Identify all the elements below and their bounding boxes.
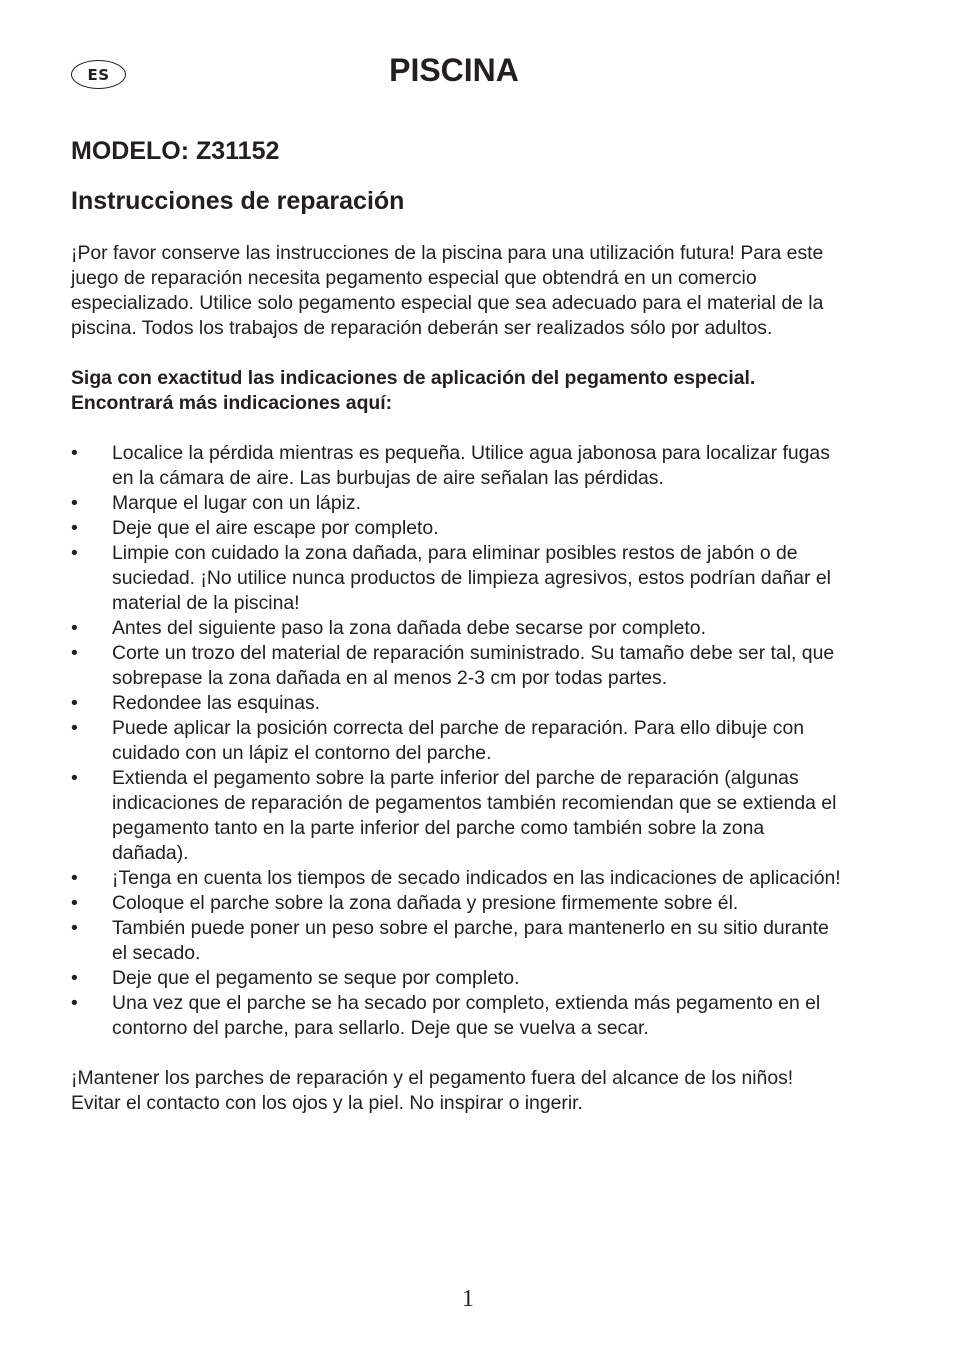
list-item-text: Deje que el pegamento se seque por completo. (112, 967, 520, 989)
list-item-text: ¡Tenga en cuenta los tiempos de secado indicados en las indicaciones de aplicación! (112, 867, 841, 889)
bullet-icon: • (71, 617, 78, 639)
list-item (71, 691, 846, 716)
list-item (71, 991, 846, 1041)
bullet-icon: • (71, 642, 78, 664)
closing-warning: ¡Mantener los parches de reparación y el pegamento fuera del alcance de los niños! Evitar el contacto con los ojos y la piel. No inspirar o ingerir. (71, 1067, 794, 1114)
list-item (71, 641, 846, 691)
list-item-text: Redondee las esquinas. (112, 692, 321, 714)
bullet-icon: • (71, 692, 78, 714)
list-item-text: Coloque el parche sobre la zona dañada y presione firmemente sobre él. (112, 892, 739, 914)
section-title: Instrucciones de reparación (71, 187, 405, 215)
list-item-text: Una vez que el parche se ha secado por completo, extienda más pegamento en el contorno del parche, para sellarlo. Deje que se vuelva a secar. (112, 992, 821, 1039)
list-item-text: Antes del siguiente paso la zona dañada debe secarse por completo. (112, 617, 706, 639)
list-item-text: Marque el lugar con un lápiz. (112, 492, 361, 514)
bullet-icon: • (71, 442, 78, 464)
bullet-icon: • (71, 892, 78, 914)
bullet-icon: • (71, 542, 78, 564)
list-item-text: También puede poner un peso sobre el parche, para mantenerlo en su sitio durante el secado. (112, 917, 829, 964)
bullet-icon: • (71, 867, 78, 889)
intro-paragraph: ¡Por favor conserve las instrucciones de la piscina para una utilización futura! Para este juego de reparación necesita pegamento especial que obtendrá en un comercio especializado. Utilice solo pegamento especial que sea adecuado para el material de la piscina. Todos los trabajos de reparación deberán ser realizados sólo por adultos. (71, 242, 824, 339)
list-item (71, 716, 846, 766)
bold-notice: Siga con exactitud las indicaciones de aplicación del pegamento especial. Encontrará más indicaciones aquí: (71, 367, 756, 414)
list-item (71, 866, 846, 891)
bullet-icon: • (71, 992, 78, 1014)
bullet-icon: • (71, 767, 78, 789)
list-item (71, 491, 846, 516)
list-item (71, 966, 846, 991)
list-item-text: Puede aplicar la posición correcta del parche de reparación. Para ello dibuje con cuidado con un lápiz el contorno del parche. (112, 717, 805, 764)
bullet-icon: • (71, 717, 78, 739)
list-item-text: Extienda el pegamento sobre la parte inferior del parche de reparación (algunas indicaciones de reparación de pegamentos también recomiendan que se extienda el pegamento tanto en la parte inferior del parche como también sobre la zona dañada). (112, 767, 837, 864)
repair-steps-list (71, 441, 846, 1041)
bullet-icon: • (71, 917, 78, 939)
model-number: MODELO: Z31152 (71, 137, 280, 165)
page-number: 1 (462, 1286, 474, 1312)
page-title: PISCINA (389, 52, 519, 88)
bullet-icon: • (71, 967, 78, 989)
bullet-icon: • (71, 492, 78, 514)
list-item (71, 891, 846, 916)
list-item-text: Deje que el aire escape por completo. (112, 517, 439, 539)
list-item (71, 616, 846, 641)
list-item (71, 541, 846, 616)
list-item (71, 916, 846, 966)
list-item-text: Corte un trozo del material de reparación suministrado. Su tamaño debe ser tal, que sobrepase la zona dañada en al menos 2-3 cm por todas partes. (112, 642, 835, 689)
language-badge: ES (71, 60, 126, 89)
list-item (71, 516, 846, 541)
list-item (71, 766, 846, 866)
document-body (71, 241, 846, 1116)
list-item-text: Limpie con cuidado la zona dañada, para eliminar posibles restos de jabón o de suciedad. ¡No utilice nunca productos de limpieza agresivos, estos podrían dañar el material de la piscina! (112, 542, 831, 614)
list-item (71, 441, 846, 491)
bullet-icon: • (71, 517, 78, 539)
list-item-text: Localice la pérdida mientras es pequeña. Utilice agua jabonosa para localizar fugas en la cámara de aire. Las burbujas de aire señalan las pérdidas. (112, 442, 830, 489)
